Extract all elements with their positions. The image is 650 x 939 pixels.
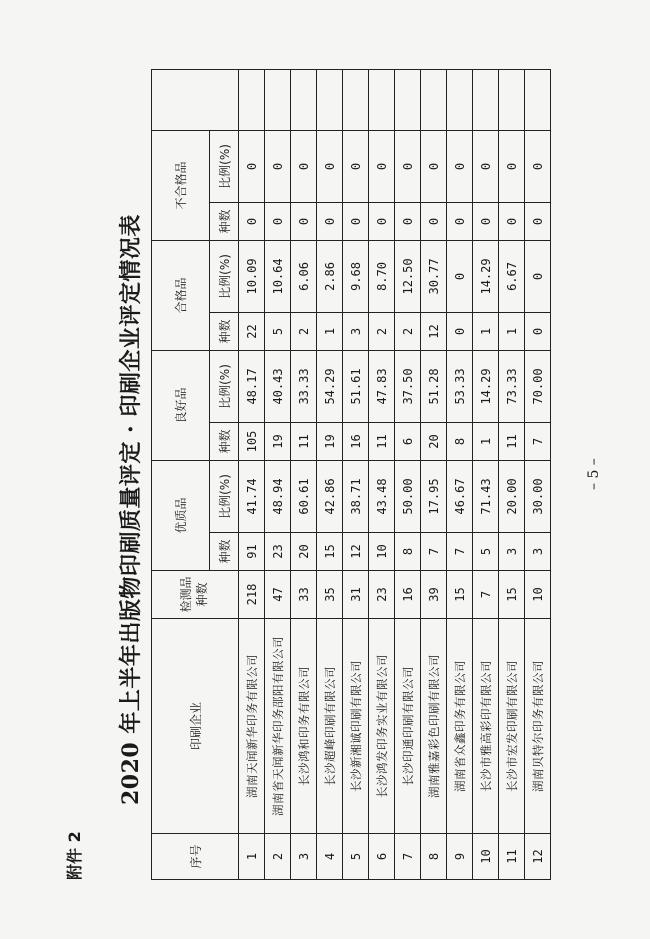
- page-title: 2020 年上半年出版物印刷质量评定 · 印刷企业评定情况表: [118, 214, 144, 805]
- cell-excellent-ratio: 38.71: [343, 460, 369, 532]
- cell-good-ratio: 53.33: [447, 350, 473, 422]
- cell-excellent-ratio: 42.86: [317, 460, 343, 532]
- cell-company: 湖南省天闻新华印务邵阳有限公司: [265, 619, 291, 834]
- cell-company: 长沙新湘诚印刷有限公司: [343, 619, 369, 834]
- cell-good-ratio: 48.17: [239, 350, 265, 422]
- cell-blank: [395, 69, 421, 130]
- cell-company: 长沙超峰印刷有限公司: [317, 619, 343, 834]
- cell-blank: [525, 69, 551, 130]
- cell-tested: 15: [499, 571, 525, 619]
- cell-seq: 6: [369, 834, 395, 880]
- cell-company: 湖南省众鑫印务有限公司: [447, 619, 473, 834]
- cell-blank: [447, 69, 473, 130]
- table-row: [317, 69, 343, 879]
- cell-qualified-ratio: 2.86: [317, 240, 343, 312]
- cell-tested: 35: [317, 571, 343, 619]
- cell-qualified-ratio: 6.06: [291, 240, 317, 312]
- table-row: [291, 69, 317, 879]
- cell-company: 长沙鸿发印务实业有限公司: [369, 619, 395, 834]
- cell-unqualified-ratio: 0: [525, 130, 551, 202]
- cell-good-count: 1: [473, 422, 499, 460]
- cell-good-count: 19: [265, 422, 291, 460]
- cell-excellent-count: 91: [239, 533, 265, 571]
- cell-good-count: 7: [525, 422, 551, 460]
- table-row: [369, 69, 395, 879]
- cell-excellent-count: 23: [265, 533, 291, 571]
- cell-tested: 23: [369, 571, 395, 619]
- cell-unqualified-count: 0: [447, 202, 473, 240]
- cell-company: 长沙市宏发印刷有限公司: [499, 619, 525, 834]
- cell-qualified-count: 0: [447, 312, 473, 350]
- cell-seq: 11: [499, 834, 525, 880]
- cell-blank: [343, 69, 369, 130]
- cell-qualified-ratio: 8.70: [369, 240, 395, 312]
- cell-blank: [265, 69, 291, 130]
- cell-seq: 4: [317, 834, 343, 880]
- cell-blank: [473, 69, 499, 130]
- header-unqualified-ratio: 比例(%): [210, 130, 239, 202]
- table-row: [525, 69, 551, 879]
- header-good: 良好品: [152, 350, 210, 460]
- cell-blank: [239, 69, 265, 130]
- cell-unqualified-ratio: 0: [265, 130, 291, 202]
- cell-good-ratio: 33.33: [291, 350, 317, 422]
- cell-good-ratio: 51.28: [421, 350, 447, 422]
- cell-qualified-count: 1: [499, 312, 525, 350]
- cell-unqualified-count: 0: [343, 202, 369, 240]
- cell-company: 长沙鸿和印务有限公司: [291, 619, 317, 834]
- cell-company: 湖南雅嘉彩色印刷有限公司: [421, 619, 447, 834]
- table-row: [421, 69, 447, 879]
- table-row: [499, 69, 525, 879]
- cell-excellent-ratio: 46.67: [447, 460, 473, 532]
- cell-unqualified-count: 0: [239, 202, 265, 240]
- cell-good-count: 11: [499, 422, 525, 460]
- cell-unqualified-ratio: 0: [499, 130, 525, 202]
- cell-excellent-ratio: 41.74: [239, 460, 265, 532]
- cell-qualified-ratio: 10.64: [265, 240, 291, 312]
- cell-good-count: 16: [343, 422, 369, 460]
- cell-blank: [499, 69, 525, 130]
- cell-unqualified-ratio: 0: [421, 130, 447, 202]
- quality-table-wrapper: [151, 70, 551, 880]
- cell-unqualified-count: 0: [265, 202, 291, 240]
- cell-excellent-count: 3: [499, 533, 525, 571]
- cell-unqualified-count: 0: [473, 202, 499, 240]
- cell-seq: 7: [395, 834, 421, 880]
- cell-excellent-count: 7: [447, 533, 473, 571]
- cell-excellent-ratio: 48.94: [265, 460, 291, 532]
- cell-qualified-ratio: 0: [447, 240, 473, 312]
- cell-unqualified-ratio: 0: [343, 130, 369, 202]
- header-unqualified-count: 种数: [210, 202, 239, 240]
- cell-excellent-ratio: 30.00: [525, 460, 551, 532]
- cell-good-ratio: 14.29: [473, 350, 499, 422]
- header-blank: [152, 69, 239, 130]
- header-excellent-ratio: 比例(%): [210, 460, 239, 532]
- cell-excellent-count: 20: [291, 533, 317, 571]
- cell-excellent-ratio: 17.95: [421, 460, 447, 532]
- cell-unqualified-count: 0: [395, 202, 421, 240]
- cell-qualified-count: 2: [369, 312, 395, 350]
- cell-qualified-ratio: 14.29: [473, 240, 499, 312]
- cell-qualified-ratio: 30.77: [421, 240, 447, 312]
- cell-seq: 5: [343, 834, 369, 880]
- page-number: – 5 –: [586, 458, 602, 490]
- cell-excellent-count: 10: [369, 533, 395, 571]
- cell-excellent-ratio: 60.61: [291, 460, 317, 532]
- cell-good-count: 105: [239, 422, 265, 460]
- cell-excellent-count: 8: [395, 533, 421, 571]
- header-unqualified: 不合格品: [152, 130, 210, 240]
- cell-qualified-ratio: 9.68: [343, 240, 369, 312]
- cell-unqualified-count: 0: [369, 202, 395, 240]
- cell-good-ratio: 51.61: [343, 350, 369, 422]
- table-row: [447, 69, 473, 879]
- header-excellent: 优质品: [152, 460, 210, 570]
- cell-excellent-ratio: 71.43: [473, 460, 499, 532]
- cell-unqualified-ratio: 0: [447, 130, 473, 202]
- cell-qualified-count: 2: [395, 312, 421, 350]
- cell-qualified-count: 2: [291, 312, 317, 350]
- cell-qualified-count: 0: [525, 312, 551, 350]
- cell-company: 湖南贝特尔印务有限公司: [525, 619, 551, 834]
- cell-tested: 218: [239, 571, 265, 619]
- cell-unqualified-ratio: 0: [473, 130, 499, 202]
- cell-unqualified-ratio: 0: [291, 130, 317, 202]
- cell-seq: 2: [265, 834, 291, 880]
- cell-tested: 15: [447, 571, 473, 619]
- cell-qualified-ratio: 10.09: [239, 240, 265, 312]
- cell-excellent-count: 7: [421, 533, 447, 571]
- cell-good-count: 6: [395, 422, 421, 460]
- cell-excellent-count: 5: [473, 533, 499, 571]
- cell-good-count: 20: [421, 422, 447, 460]
- cell-unqualified-count: 0: [525, 202, 551, 240]
- cell-unqualified-ratio: 0: [395, 130, 421, 202]
- cell-good-count: 19: [317, 422, 343, 460]
- table-row: [395, 69, 421, 879]
- cell-good-count: 8: [447, 422, 473, 460]
- cell-good-ratio: 37.50: [395, 350, 421, 422]
- cell-qualified-ratio: 6.67: [499, 240, 525, 312]
- header-tested: 检测品种数: [152, 571, 239, 619]
- cell-tested: 47: [265, 571, 291, 619]
- cell-good-count: 11: [369, 422, 395, 460]
- header-company: 印刷企业: [152, 619, 239, 834]
- cell-seq: 3: [291, 834, 317, 880]
- cell-qualified-count: 22: [239, 312, 265, 350]
- cell-tested: 16: [395, 571, 421, 619]
- table-row: [239, 69, 265, 879]
- cell-good-count: 11: [291, 422, 317, 460]
- cell-unqualified-count: 0: [317, 202, 343, 240]
- cell-unqualified-ratio: 0: [317, 130, 343, 202]
- cell-excellent-count: 3: [525, 533, 551, 571]
- quality-table: [151, 69, 551, 880]
- cell-qualified-count: 3: [343, 312, 369, 350]
- cell-qualified-ratio: 0: [525, 240, 551, 312]
- cell-tested: 7: [473, 571, 499, 619]
- cell-tested: 39: [421, 571, 447, 619]
- cell-blank: [291, 69, 317, 130]
- table-body: [239, 69, 551, 879]
- cell-qualified-count: 12: [421, 312, 447, 350]
- cell-good-ratio: 54.29: [317, 350, 343, 422]
- header-seq: 序号: [152, 834, 239, 880]
- cell-excellent-count: 15: [317, 533, 343, 571]
- cell-blank: [317, 69, 343, 130]
- cell-unqualified-count: 0: [499, 202, 525, 240]
- table-row: [343, 69, 369, 879]
- cell-tested: 33: [291, 571, 317, 619]
- header-qualified-ratio: 比例(%): [210, 240, 239, 312]
- table-row: [265, 69, 291, 879]
- cell-tested: 10: [525, 571, 551, 619]
- cell-tested: 31: [343, 571, 369, 619]
- header-qualified-count: 种数: [210, 312, 239, 350]
- cell-unqualified-ratio: 0: [369, 130, 395, 202]
- header-qualified: 合格品: [152, 240, 210, 350]
- header-excellent-count: 种数: [210, 533, 239, 571]
- cell-seq: 1: [239, 834, 265, 880]
- cell-seq: 12: [525, 834, 551, 880]
- cell-excellent-ratio: 50.00: [395, 460, 421, 532]
- cell-seq: 10: [473, 834, 499, 880]
- cell-unqualified-count: 0: [291, 202, 317, 240]
- cell-qualified-count: 5: [265, 312, 291, 350]
- cell-company: 长沙印通印刷有限公司: [395, 619, 421, 834]
- cell-blank: [421, 69, 447, 130]
- header-good-count: 种数: [210, 422, 239, 460]
- cell-excellent-count: 12: [343, 533, 369, 571]
- cell-company: 湖南天闻新华印务有限公司: [239, 619, 265, 834]
- cell-qualified-count: 1: [473, 312, 499, 350]
- cell-unqualified-ratio: 0: [239, 130, 265, 202]
- cell-seq: 8: [421, 834, 447, 880]
- cell-blank: [369, 69, 395, 130]
- cell-good-ratio: 73.33: [499, 350, 525, 422]
- cell-good-ratio: 40.43: [265, 350, 291, 422]
- table-row: [473, 69, 499, 879]
- cell-seq: 9: [447, 834, 473, 880]
- cell-qualified-ratio: 12.50: [395, 240, 421, 312]
- cell-good-ratio: 47.83: [369, 350, 395, 422]
- cell-good-ratio: 70.00: [525, 350, 551, 422]
- cell-company: 长沙市雅高彩印有限公司: [473, 619, 499, 834]
- attachment-label: 附件 2: [65, 831, 84, 880]
- cell-excellent-ratio: 43.48: [369, 460, 395, 532]
- header-good-ratio: 比例(%): [210, 350, 239, 422]
- cell-unqualified-count: 0: [421, 202, 447, 240]
- cell-excellent-ratio: 20.00: [499, 460, 525, 532]
- cell-qualified-count: 1: [317, 312, 343, 350]
